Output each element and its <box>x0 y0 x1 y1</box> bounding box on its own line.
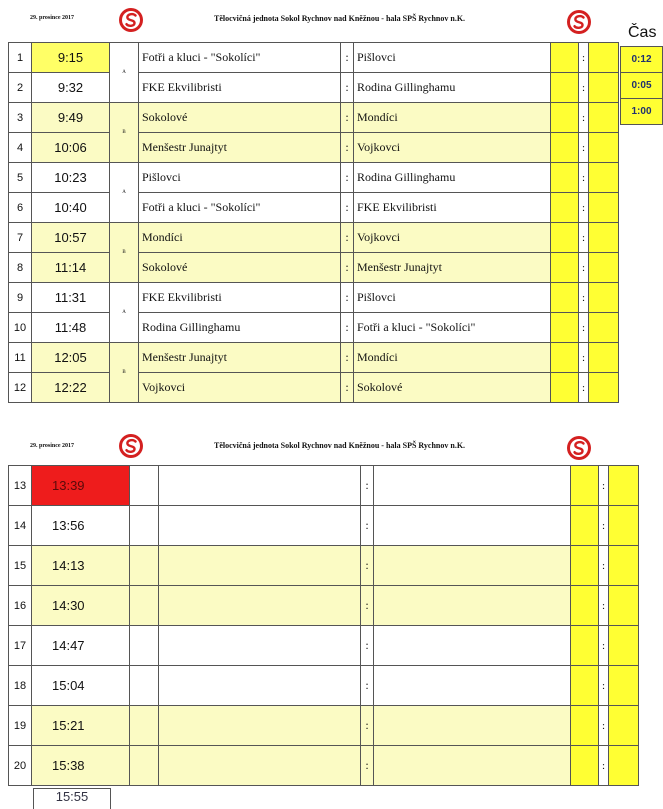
match-number: 4 <box>9 133 32 163</box>
match-time: 15:04 <box>32 666 130 706</box>
away-team: Menšestr Junajtyt <box>354 253 551 283</box>
away-team: Sokolové <box>354 373 551 403</box>
away-score-cell[interactable] <box>609 666 639 706</box>
team-separator: : <box>341 313 354 343</box>
table-row <box>9 343 619 373</box>
away-score-cell[interactable] <box>609 586 639 626</box>
away-score-cell[interactable] <box>589 313 619 343</box>
table-row <box>9 223 619 253</box>
score-separator: : <box>579 283 589 313</box>
home-score-cell[interactable] <box>571 626 599 666</box>
score-separator: : <box>599 506 609 546</box>
away-team: Vojkovci <box>354 133 551 163</box>
match-number: 7 <box>9 223 32 253</box>
match-number: 10 <box>9 313 32 343</box>
home-team: Fotři a kluci - "Sokolíci" <box>139 193 341 223</box>
match-number: 18 <box>9 666 32 706</box>
group-label <box>130 586 159 626</box>
table-row <box>9 313 619 343</box>
score-separator: : <box>599 586 609 626</box>
sokol-logo-icon <box>118 7 144 33</box>
match-number: 17 <box>9 626 32 666</box>
score-separator: : <box>579 253 589 283</box>
match-time: 12:22 <box>32 373 110 403</box>
score-separator: : <box>579 223 589 253</box>
match-time: 11:14 <box>32 253 110 283</box>
away-score-cell[interactable] <box>589 343 619 373</box>
away-team: Mondíci <box>354 343 551 373</box>
away-score-cell[interactable] <box>589 193 619 223</box>
score-separator: : <box>599 546 609 586</box>
sokol-logo-icon <box>118 433 144 459</box>
away-team: Fotři a kluci - "Sokolíci" <box>354 313 551 343</box>
home-score-cell[interactable] <box>551 163 579 193</box>
table-row <box>9 666 639 706</box>
group-label <box>130 666 159 706</box>
table-row <box>9 546 639 586</box>
home-team: Menšestr Junajtyt <box>139 133 341 163</box>
away-team[interactable] <box>374 546 571 586</box>
table-row <box>9 746 639 786</box>
match-number: 14 <box>9 506 32 546</box>
home-score-cell[interactable] <box>551 43 579 73</box>
away-score-cell[interactable] <box>589 223 619 253</box>
cas-table <box>620 46 663 125</box>
away-score-cell[interactable] <box>609 466 639 506</box>
home-team[interactable] <box>159 506 361 546</box>
team-separator: : <box>361 746 374 786</box>
match-number: 3 <box>9 103 32 133</box>
header-date: 29. prosince 2017 <box>30 443 75 449</box>
away-team: Mondíci <box>354 103 551 133</box>
home-team: Sokolové <box>139 253 341 283</box>
home-score-cell[interactable] <box>551 133 579 163</box>
away-score-cell[interactable] <box>609 626 639 666</box>
team-separator: : <box>361 546 374 586</box>
table-row <box>9 193 619 223</box>
schedule-table-1 <box>8 42 619 403</box>
team-separator: : <box>361 466 374 506</box>
away-team[interactable] <box>374 746 571 786</box>
team-separator: : <box>341 343 354 373</box>
team-separator: : <box>341 73 354 103</box>
home-team[interactable] <box>159 746 361 786</box>
group-label <box>130 626 159 666</box>
table-row <box>9 626 639 666</box>
group-label <box>130 546 159 586</box>
home-team[interactable] <box>159 466 361 506</box>
home-team: Rodina Gillinghamu <box>139 313 341 343</box>
cas-value[interactable]: 1:00 <box>621 99 663 125</box>
home-team: Fotři a kluci - "Sokolíci" <box>139 43 341 73</box>
match-time: 10:23 <box>32 163 110 193</box>
cas-value[interactable]: 0:12 <box>621 47 663 73</box>
match-number: 9 <box>9 283 32 313</box>
match-time: 13:56 <box>32 506 130 546</box>
score-separator: : <box>579 43 589 73</box>
home-score-cell[interactable] <box>571 746 599 786</box>
away-score-cell[interactable] <box>609 506 639 546</box>
score-separator: : <box>579 133 589 163</box>
team-separator: : <box>341 133 354 163</box>
away-team: Vojkovci <box>354 223 551 253</box>
home-team: FKE Ekvilibristi <box>139 73 341 103</box>
table-row <box>9 373 619 403</box>
match-number: 5 <box>9 163 32 193</box>
score-separator: : <box>599 666 609 706</box>
away-team: Rodina Gillinghamu <box>354 163 551 193</box>
home-team[interactable] <box>159 706 361 746</box>
home-score-cell[interactable] <box>551 343 579 373</box>
away-team[interactable] <box>374 626 571 666</box>
home-team: Mondíci <box>139 223 341 253</box>
team-separator: : <box>361 586 374 626</box>
away-score-cell[interactable] <box>589 103 619 133</box>
cas-label: Čas <box>628 24 657 41</box>
match-number: 2 <box>9 73 32 103</box>
header-title: Tělocvičná jednota Sokol Rychnov nad Kněžnou - hala SPŠ Rychnov n.K. <box>214 441 466 450</box>
group-label: A <box>110 43 139 103</box>
home-score-cell[interactable] <box>571 466 599 506</box>
page-header-1 <box>0 0 663 40</box>
home-score-cell[interactable] <box>571 546 599 586</box>
away-team[interactable] <box>374 506 571 546</box>
away-score-cell[interactable] <box>589 163 619 193</box>
home-score-cell[interactable] <box>551 103 579 133</box>
home-score-cell[interactable] <box>551 313 579 343</box>
team-separator: : <box>361 626 374 666</box>
home-team: Pišlovci <box>139 163 341 193</box>
away-team[interactable] <box>374 586 571 626</box>
match-time: 14:30 <box>32 586 130 626</box>
team-separator: : <box>341 163 354 193</box>
home-team[interactable] <box>159 586 361 626</box>
score-separator: : <box>579 103 589 133</box>
group-label <box>130 466 159 506</box>
match-number: 15 <box>9 546 32 586</box>
match-time: 10:40 <box>32 193 110 223</box>
away-team: Rodina Gillinghamu <box>354 73 551 103</box>
table-row <box>9 43 619 73</box>
away-team: FKE Ekvilibristi <box>354 193 551 223</box>
sokol-logo-icon <box>566 435 592 461</box>
match-time: 13:39 <box>32 466 130 506</box>
match-time: 15:55 <box>33 788 111 809</box>
team-separator: : <box>361 506 374 546</box>
away-team: Pišlovci <box>354 43 551 73</box>
match-time: 10:57 <box>32 223 110 253</box>
table-row <box>9 586 639 626</box>
score-separator: : <box>599 626 609 666</box>
home-team: Vojkovci <box>139 373 341 403</box>
away-score-cell[interactable] <box>589 133 619 163</box>
away-score-cell[interactable] <box>589 73 619 103</box>
score-separator: : <box>599 466 609 506</box>
home-team: Sokolové <box>139 103 341 133</box>
away-score-cell[interactable] <box>589 373 619 403</box>
score-separator: : <box>579 313 589 343</box>
team-separator: : <box>341 373 354 403</box>
match-time: 9:15 <box>32 43 110 73</box>
match-number: 12 <box>9 373 32 403</box>
table-row <box>9 133 619 163</box>
team-separator: : <box>341 103 354 133</box>
score-separator: : <box>579 343 589 373</box>
score-separator: : <box>579 373 589 403</box>
table-row <box>9 103 619 133</box>
home-team: FKE Ekvilibristi <box>139 283 341 313</box>
schedule-table-2 <box>8 465 639 786</box>
team-separator: : <box>341 223 354 253</box>
away-score-cell[interactable] <box>609 706 639 746</box>
table-row <box>9 706 639 746</box>
home-score-cell[interactable] <box>551 283 579 313</box>
group-label: A <box>110 163 139 223</box>
score-separator: : <box>579 163 589 193</box>
match-time: 11:48 <box>32 313 110 343</box>
team-separator: : <box>341 283 354 313</box>
match-time: 9:49 <box>32 103 110 133</box>
home-score-cell[interactable] <box>551 253 579 283</box>
group-label <box>130 506 159 546</box>
match-number: 8 <box>9 253 32 283</box>
match-number: 13 <box>9 466 32 506</box>
home-team[interactable] <box>159 546 361 586</box>
header-date: 29. prosince 2017 <box>30 15 75 21</box>
match-number: 19 <box>9 706 32 746</box>
page-header-2 <box>0 428 663 468</box>
home-team[interactable] <box>159 666 361 706</box>
score-separator: : <box>599 706 609 746</box>
away-score-cell[interactable] <box>589 283 619 313</box>
home-score-cell[interactable] <box>551 373 579 403</box>
match-number: 1 <box>9 43 32 73</box>
sokol-logo-icon <box>566 9 592 35</box>
match-time: 11:31 <box>32 283 110 313</box>
home-team[interactable] <box>159 626 361 666</box>
group-label: B <box>110 223 139 283</box>
group-label <box>130 706 159 746</box>
away-score-cell[interactable] <box>609 746 639 786</box>
match-time: 15:38 <box>32 746 130 786</box>
table-row <box>9 466 639 506</box>
match-time: 9:32 <box>32 73 110 103</box>
home-score-cell[interactable] <box>551 73 579 103</box>
team-separator: : <box>341 193 354 223</box>
away-score-cell[interactable] <box>589 43 619 73</box>
header-title: Tělocvičná jednota Sokol Rychnov nad Kněžnou - hala SPŠ Rychnov n.K. <box>214 14 466 23</box>
team-separator: : <box>361 666 374 706</box>
table-row <box>9 283 619 313</box>
home-score-cell[interactable] <box>551 223 579 253</box>
away-score-cell[interactable] <box>589 253 619 283</box>
match-time: 14:13 <box>32 546 130 586</box>
score-separator: : <box>599 746 609 786</box>
match-number: 6 <box>9 193 32 223</box>
table-row <box>9 163 619 193</box>
match-time: 10:06 <box>32 133 110 163</box>
home-score-cell[interactable] <box>551 193 579 223</box>
home-score-cell[interactable] <box>571 706 599 746</box>
table-row <box>9 506 639 546</box>
home-score-cell[interactable] <box>571 506 599 546</box>
group-label: A <box>110 283 139 343</box>
away-team: Pišlovci <box>354 283 551 313</box>
score-separator: : <box>579 73 589 103</box>
home-score-cell[interactable] <box>571 586 599 626</box>
match-time: 15:21 <box>32 706 130 746</box>
away-team[interactable] <box>374 466 571 506</box>
table-row <box>9 253 619 283</box>
team-separator: : <box>341 253 354 283</box>
group-label <box>130 746 159 786</box>
match-number: 20 <box>9 746 32 786</box>
group-label: B <box>110 343 139 403</box>
match-time: 12:05 <box>32 343 110 373</box>
score-separator: : <box>579 193 589 223</box>
home-score-cell[interactable] <box>571 666 599 706</box>
away-team[interactable] <box>374 666 571 706</box>
home-team: Menšestr Junajtyt <box>139 343 341 373</box>
away-score-cell[interactable] <box>609 546 639 586</box>
match-time: 14:47 <box>32 626 130 666</box>
match-number: 16 <box>9 586 32 626</box>
match-number: 11 <box>9 343 32 373</box>
team-separator: : <box>361 706 374 746</box>
group-label: B <box>110 103 139 163</box>
away-team[interactable] <box>374 706 571 746</box>
table-row <box>9 73 619 103</box>
cas-panel <box>620 24 663 125</box>
cas-value[interactable]: 0:05 <box>621 73 663 99</box>
team-separator: : <box>341 43 354 73</box>
